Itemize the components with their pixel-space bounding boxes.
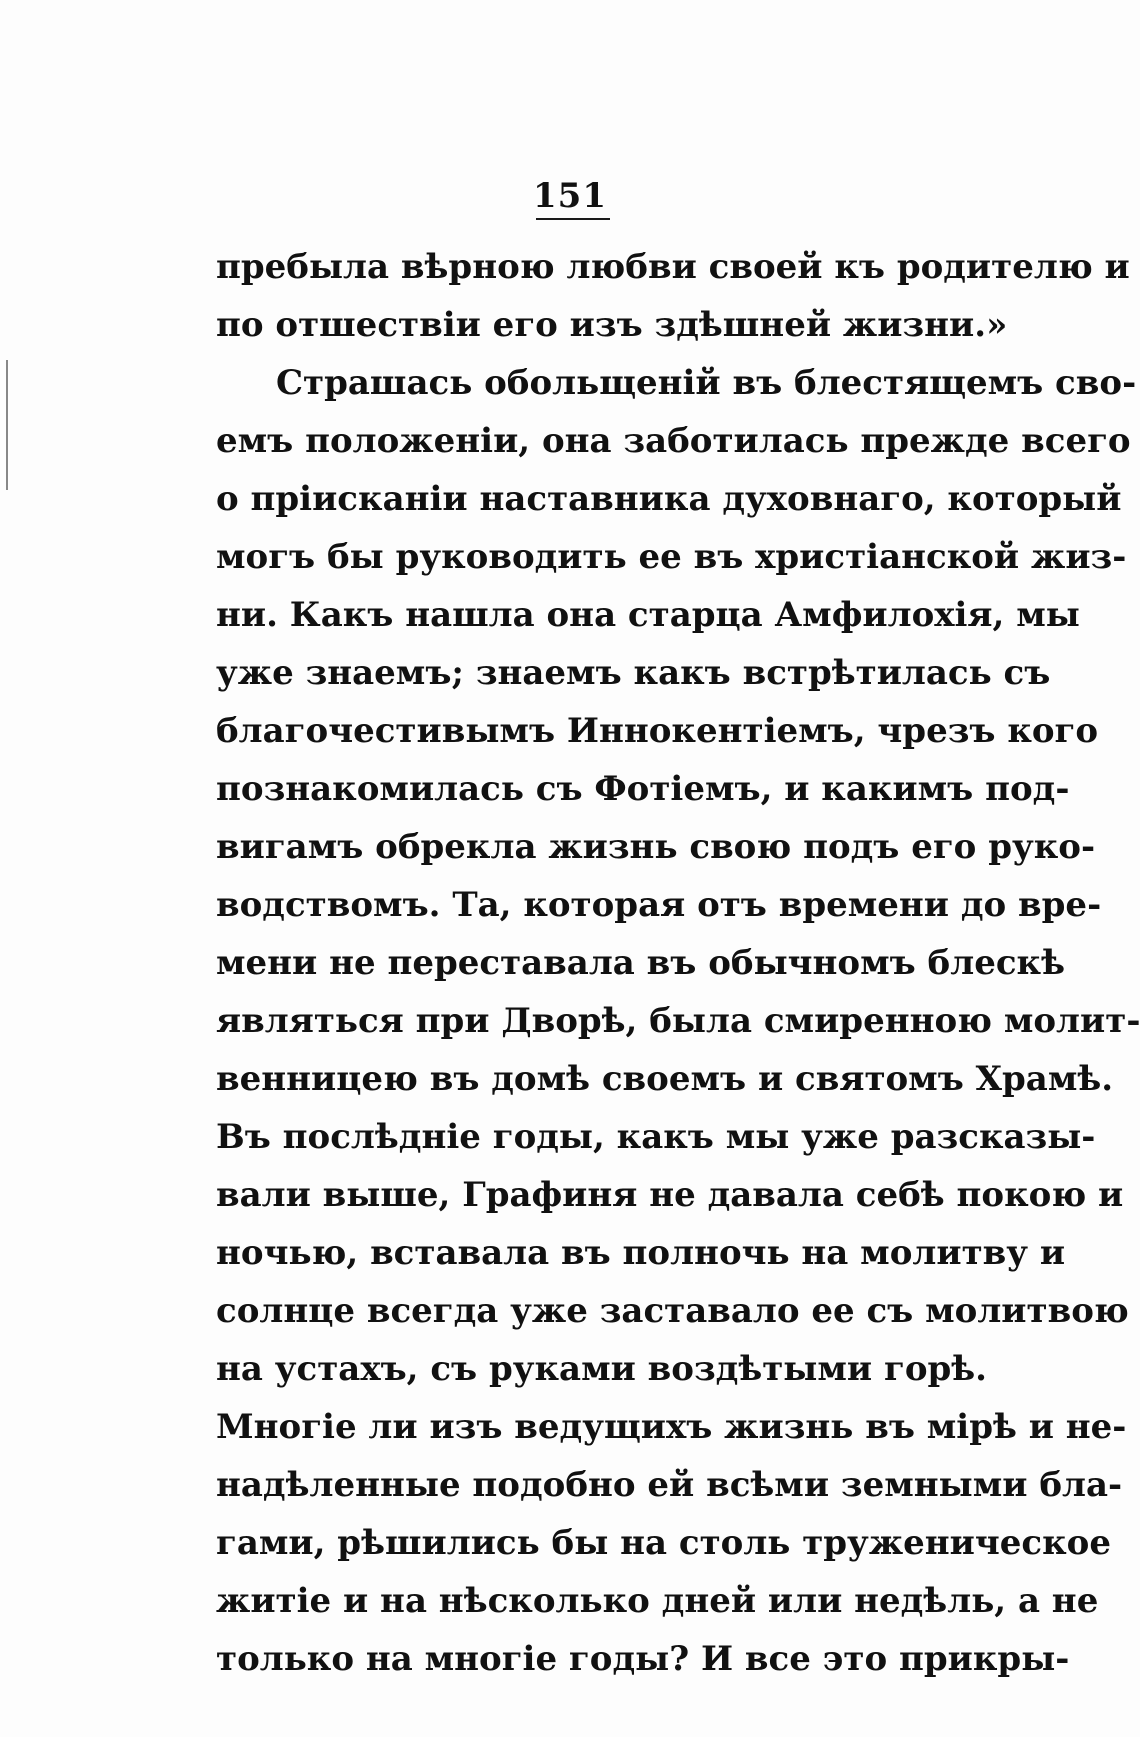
text-line: вигамъ обрекла жизнь свою подъ его руко- [216,827,1096,867]
text-line: на устахъ, съ руками воздѣтыми горѣ. [216,1349,988,1389]
text-line: вали выше, Графиня не давала себѣ покою и [216,1175,1124,1215]
text-line: могъ бы руководить ее въ христіанской жиз- [216,537,1127,577]
text-line: Въ послѣдніе годы, какъ мы уже разсказы- [216,1117,1096,1157]
text-line: надѣленные подобно ей всѣми земными бла- [216,1465,1123,1505]
text-line: о пріисканіи наставника духовнаго, который [216,479,1122,519]
text-line: уже знаемъ; знаемъ какъ встрѣтилась съ [216,653,1051,693]
text-line: познакомилась съ Фотіемъ, и какимъ под- [216,769,1070,809]
text-line: по отшествіи его изъ здѣшней жизни.» [216,305,1008,345]
text-line: водствомъ. Та, которая отъ времени до вре- [216,885,1102,925]
text-line: ни. Какъ нашла она старца Амфилохія, мы [216,595,1080,635]
page-number: 151 [533,176,607,216]
text-line: только на многіе годы? И все это прикры- [216,1639,1070,1679]
text-line: гами, рѣшились бы на столь труженическое [216,1523,1111,1563]
text-line: житіе и на нѣсколько дней или недѣль, а не [216,1581,1099,1621]
text-line: являться при Дворѣ, была смиренною молит- [216,1001,1140,1041]
text-line: емъ положеніи, она заботилась прежде всего [216,421,1131,461]
text-line: венницею въ домѣ своемъ и святомъ Храмѣ. [216,1059,1114,1099]
body-text [216,238,1140,1688]
text-line: солнце всегда уже заставало ее съ молитвою [216,1291,1129,1331]
text-line: благочестивымъ Иннокентіемъ, чрезъ кого [216,711,1099,751]
page-number-rule [536,218,610,220]
scan-margin-mark [6,360,8,490]
text-line: мени не переставала въ обычномъ блескѣ [216,943,1066,983]
text-line: Многіе ли изъ ведущихъ жизнь въ мірѣ и не- [216,1407,1127,1447]
text-line: пребыла вѣрною любви своей къ родителю и [216,247,1130,287]
text-line: ночью, вставала въ полночь на молитву и [216,1233,1066,1273]
text-line: Страшась обольщеній въ блестящемъ сво- [276,363,1137,403]
